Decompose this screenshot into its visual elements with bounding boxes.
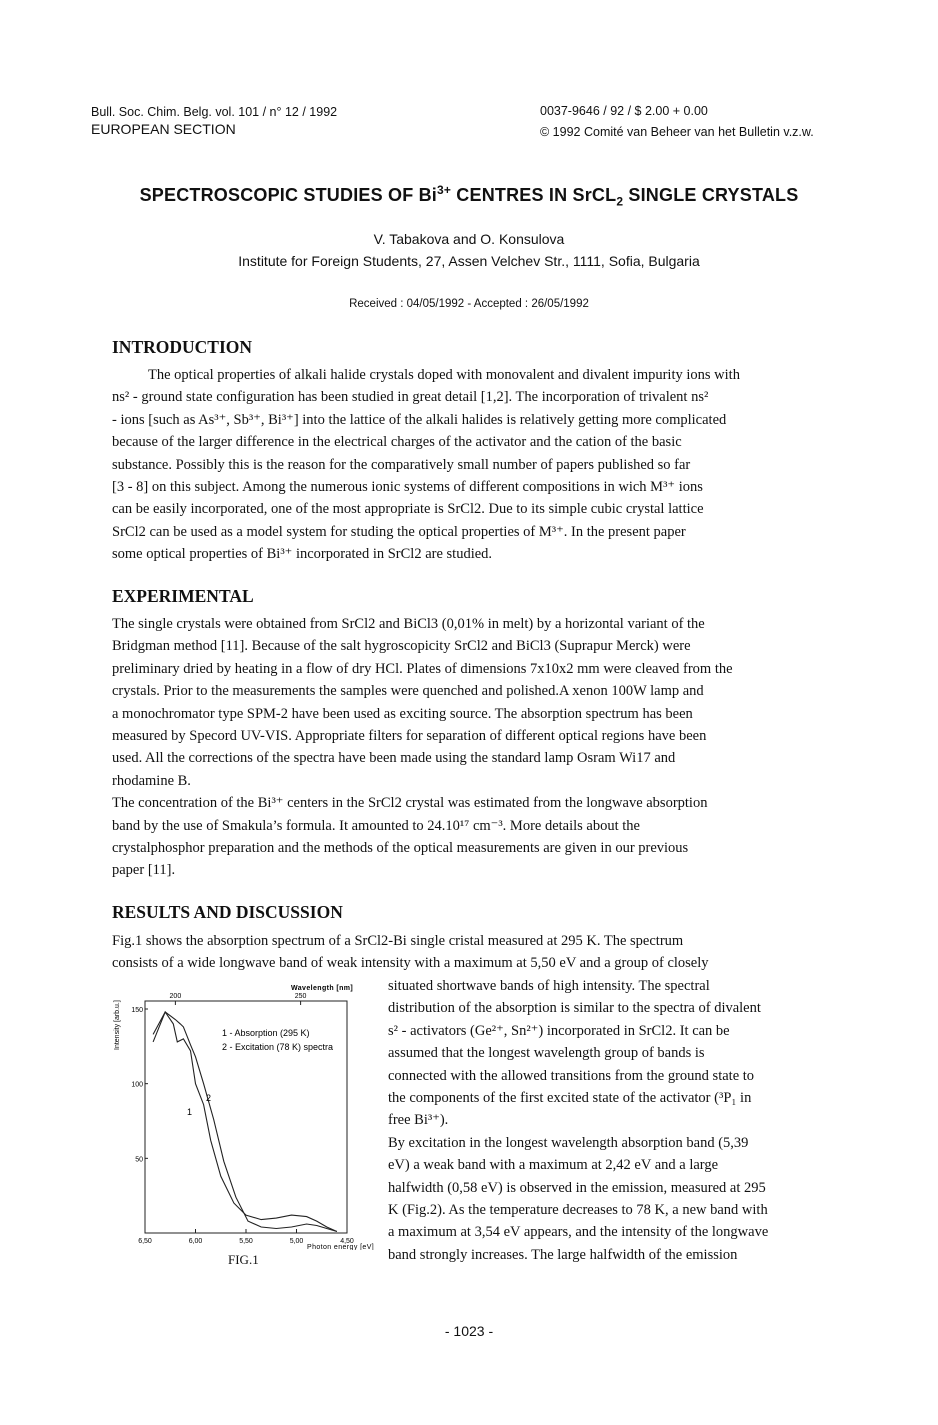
x-tick-label: 5,00 [289,1238,304,1245]
title-part-1: SPECTROSCOPIC STUDIES OF Bi [139,185,438,205]
results-line: eV) a weak band with a maximum at 2,42 eV and a large [388,1157,719,1174]
results-line: s² - activators (Ge²⁺, Sn²⁺) incorporated in SrCl2. It can be [388,1022,730,1039]
x-tick-label: 6,50 [138,1238,152,1245]
results-line: free Bi³⁺). [388,1112,449,1129]
figure-1-chart [108,978,378,1250]
results-line: K (Fig.2). As the temperature decreases to 78 K, a new band with [388,1202,768,1219]
figure-1-caption: FIG.1 [228,1252,259,1267]
intro-line: because of the larger difference in the electrical charges of the activator and the cation of the basic [112,434,682,451]
x-tick-label: 6,00 [188,1238,203,1245]
publisher-info [540,103,814,141]
y-tick-label: 50 [135,1156,143,1164]
results-body-right [388,975,843,1266]
y-tick-label: 150 [131,1007,143,1014]
experimental-line: used. All the corrections of the spectra have been made using the standard lamp Osram Wi17 and [112,750,676,767]
results-line: the components of the first excited state of the activator (³P₁ in [388,1090,752,1107]
journal-citation [91,104,337,138]
bottom-axis-label: Photon energy [eV] [307,1244,375,1250]
copyright-line: © 1992 Comité van Beheer van het Bulletin v.z.w. [540,125,814,139]
legend-entry-2: 2 - Excitation (78 K) spectra [222,1042,334,1052]
x2-tick-label: 250 [294,993,307,1000]
intro-line: [3 - 8] on this subject. Among the numerous ionic systems of different compositions in wich M³⁺ ions [112,479,703,496]
intro-line: ns² - ground state configuration has been studied in great detail [1,2]. The incorporation of trivalent ns² [112,389,709,406]
section-line: EUROPEAN SECTION [91,121,236,137]
title-part-3: SINGLE CRYSTALS [623,185,799,205]
results-line: By excitation in the longest wavelength absorption band (5,39 [388,1134,749,1151]
page-number: - 1023 - [444,1323,494,1339]
results-body-full [112,930,843,975]
results-line: band strongly increases. The large halfwidth of the emission [388,1246,738,1263]
intro-heading: INTRODUCTION [112,337,253,357]
results-line: situated shortwave bands of high intensity. The spectral [388,978,710,994]
top-axis-label: Wavelength [nm] [291,985,354,992]
issn-line: 0037-9646 / 92 / $ 2.00 + 0.00 [540,104,708,118]
experimental-line: rhodamine B. [112,772,191,789]
experimental-line: crystalphosphor preparation and the methods of the optical measurements are given in our previous [112,840,689,857]
journal-line: Bull. Soc. Chim. Belg. vol. 101 / n° 12 / 1992 [91,105,338,119]
curve-1-label: 1 [187,1107,193,1117]
results-line: assumed that the longest wavelength group of bands is [388,1045,705,1062]
paper-title [0,183,938,209]
intro-line: some optical properties of Bi³⁺ incorporated in SrCl2 are studied. [112,546,493,563]
results-line: halfwidth (0,58 eV) is observed in the emission, measured at 295 [388,1179,766,1196]
experimental-line: preliminary dried by heating in a flow of dry HCl. Plates of dimensions 7x10x2 mm were cleaved from the [112,660,733,677]
intro-line: can be easily incorporated, one of the most appropriate is SrCl2. Due to its simple cubic crystal lattice [112,501,704,518]
results-line: a maximum at 3,54 eV appears, and the intensity of the longwave [388,1224,769,1241]
experimental-line: paper [11]. [112,862,176,879]
experimental-line: a monochromator type SPM-2 have been used as exciting source. The absorption spectrum has been [112,705,693,722]
results-line: consists of a wide longwave band of weak intensity with a maximum at 5,50 eV and a group of closely [112,955,709,972]
curve-2-label: 2 [206,1093,212,1103]
authors: V. Tabakova and O. Konsulova [373,231,565,247]
results-heading: RESULTS AND DISCUSSION [112,902,343,922]
intro-line: SrCl2 can be used as a model system for studing the optical properties of M³⁺. In the present paper [112,523,686,540]
intro-body [112,364,843,566]
affiliation: Institute for Foreign Students, 27, Assen Velchev Str., 1111, Sofia, Bulgaria [238,253,700,269]
legend-entry-1: 1 - Absorption (295 K) [222,1028,310,1038]
x-tick-label: 4,50 [340,1238,354,1245]
title-superscript: 3+ [437,183,452,197]
experimental-line: The concentration of the Bi³⁺ centers in the SrCl2 crystal was estimated from the longwave absorption [112,795,708,812]
title-subscript: 2 [616,194,624,209]
x-tick-label: 5,50 [239,1238,253,1245]
x2-tick-label: 200 [169,993,182,1000]
experimental-body [112,613,843,882]
experimental-line: band by the use of Smakula’s formula. It amounted to 24.10¹⁷ cm⁻³. More details about the [112,817,640,834]
experimental-line: measured by Specord UV-VIS. Appropriate filters for separation of different optical regions have been [112,728,707,745]
experimental-line: Bridgman method [11]. Because of the salt hygroscopicity SrCl2 and BiCl3 (Suprapur Merck) were [112,638,691,655]
experimental-line: crystals. Prior to the measurements the samples were quenched and polished.A xenon 100W lamp and [112,683,704,700]
experimental-heading: EXPERIMENTAL [112,586,254,606]
intro-line: - ions [such as As³⁺, Sb³⁺, Bi³⁺] into the lattice of the alkali halides is relatively getting more complicated [112,411,727,428]
results-line: Fig.1 shows the absorption spectrum of a SrCl2-Bi single cristal measured at 295 K. The spectrum [112,933,684,949]
title-part-2: CENTRES IN SrCL [451,185,617,205]
experimental-line: The single crystals were obtained from SrCl2 and BiCl3 (0,01% in melt) by a horizontal variant of the [112,616,705,632]
results-line: distribution of the absorption is similar to the spectra of divalent [388,1000,761,1017]
intro-line: The optical properties of alkali halide crystals doped with monovalent and divalent impurity ions with [148,367,740,383]
results-line: connected with the allowed transitions from the ground state to [388,1067,755,1084]
y-axis-label: Intensity [arb.u.] [114,1000,121,1050]
y-tick-label: 100 [131,1081,143,1089]
received-dates: Received : 04/05/1992 - Accepted : 26/05/1992 [349,298,589,310]
intro-line: substance. Possibly this is the reason for the comparatively small number of papers published so far [112,456,691,473]
